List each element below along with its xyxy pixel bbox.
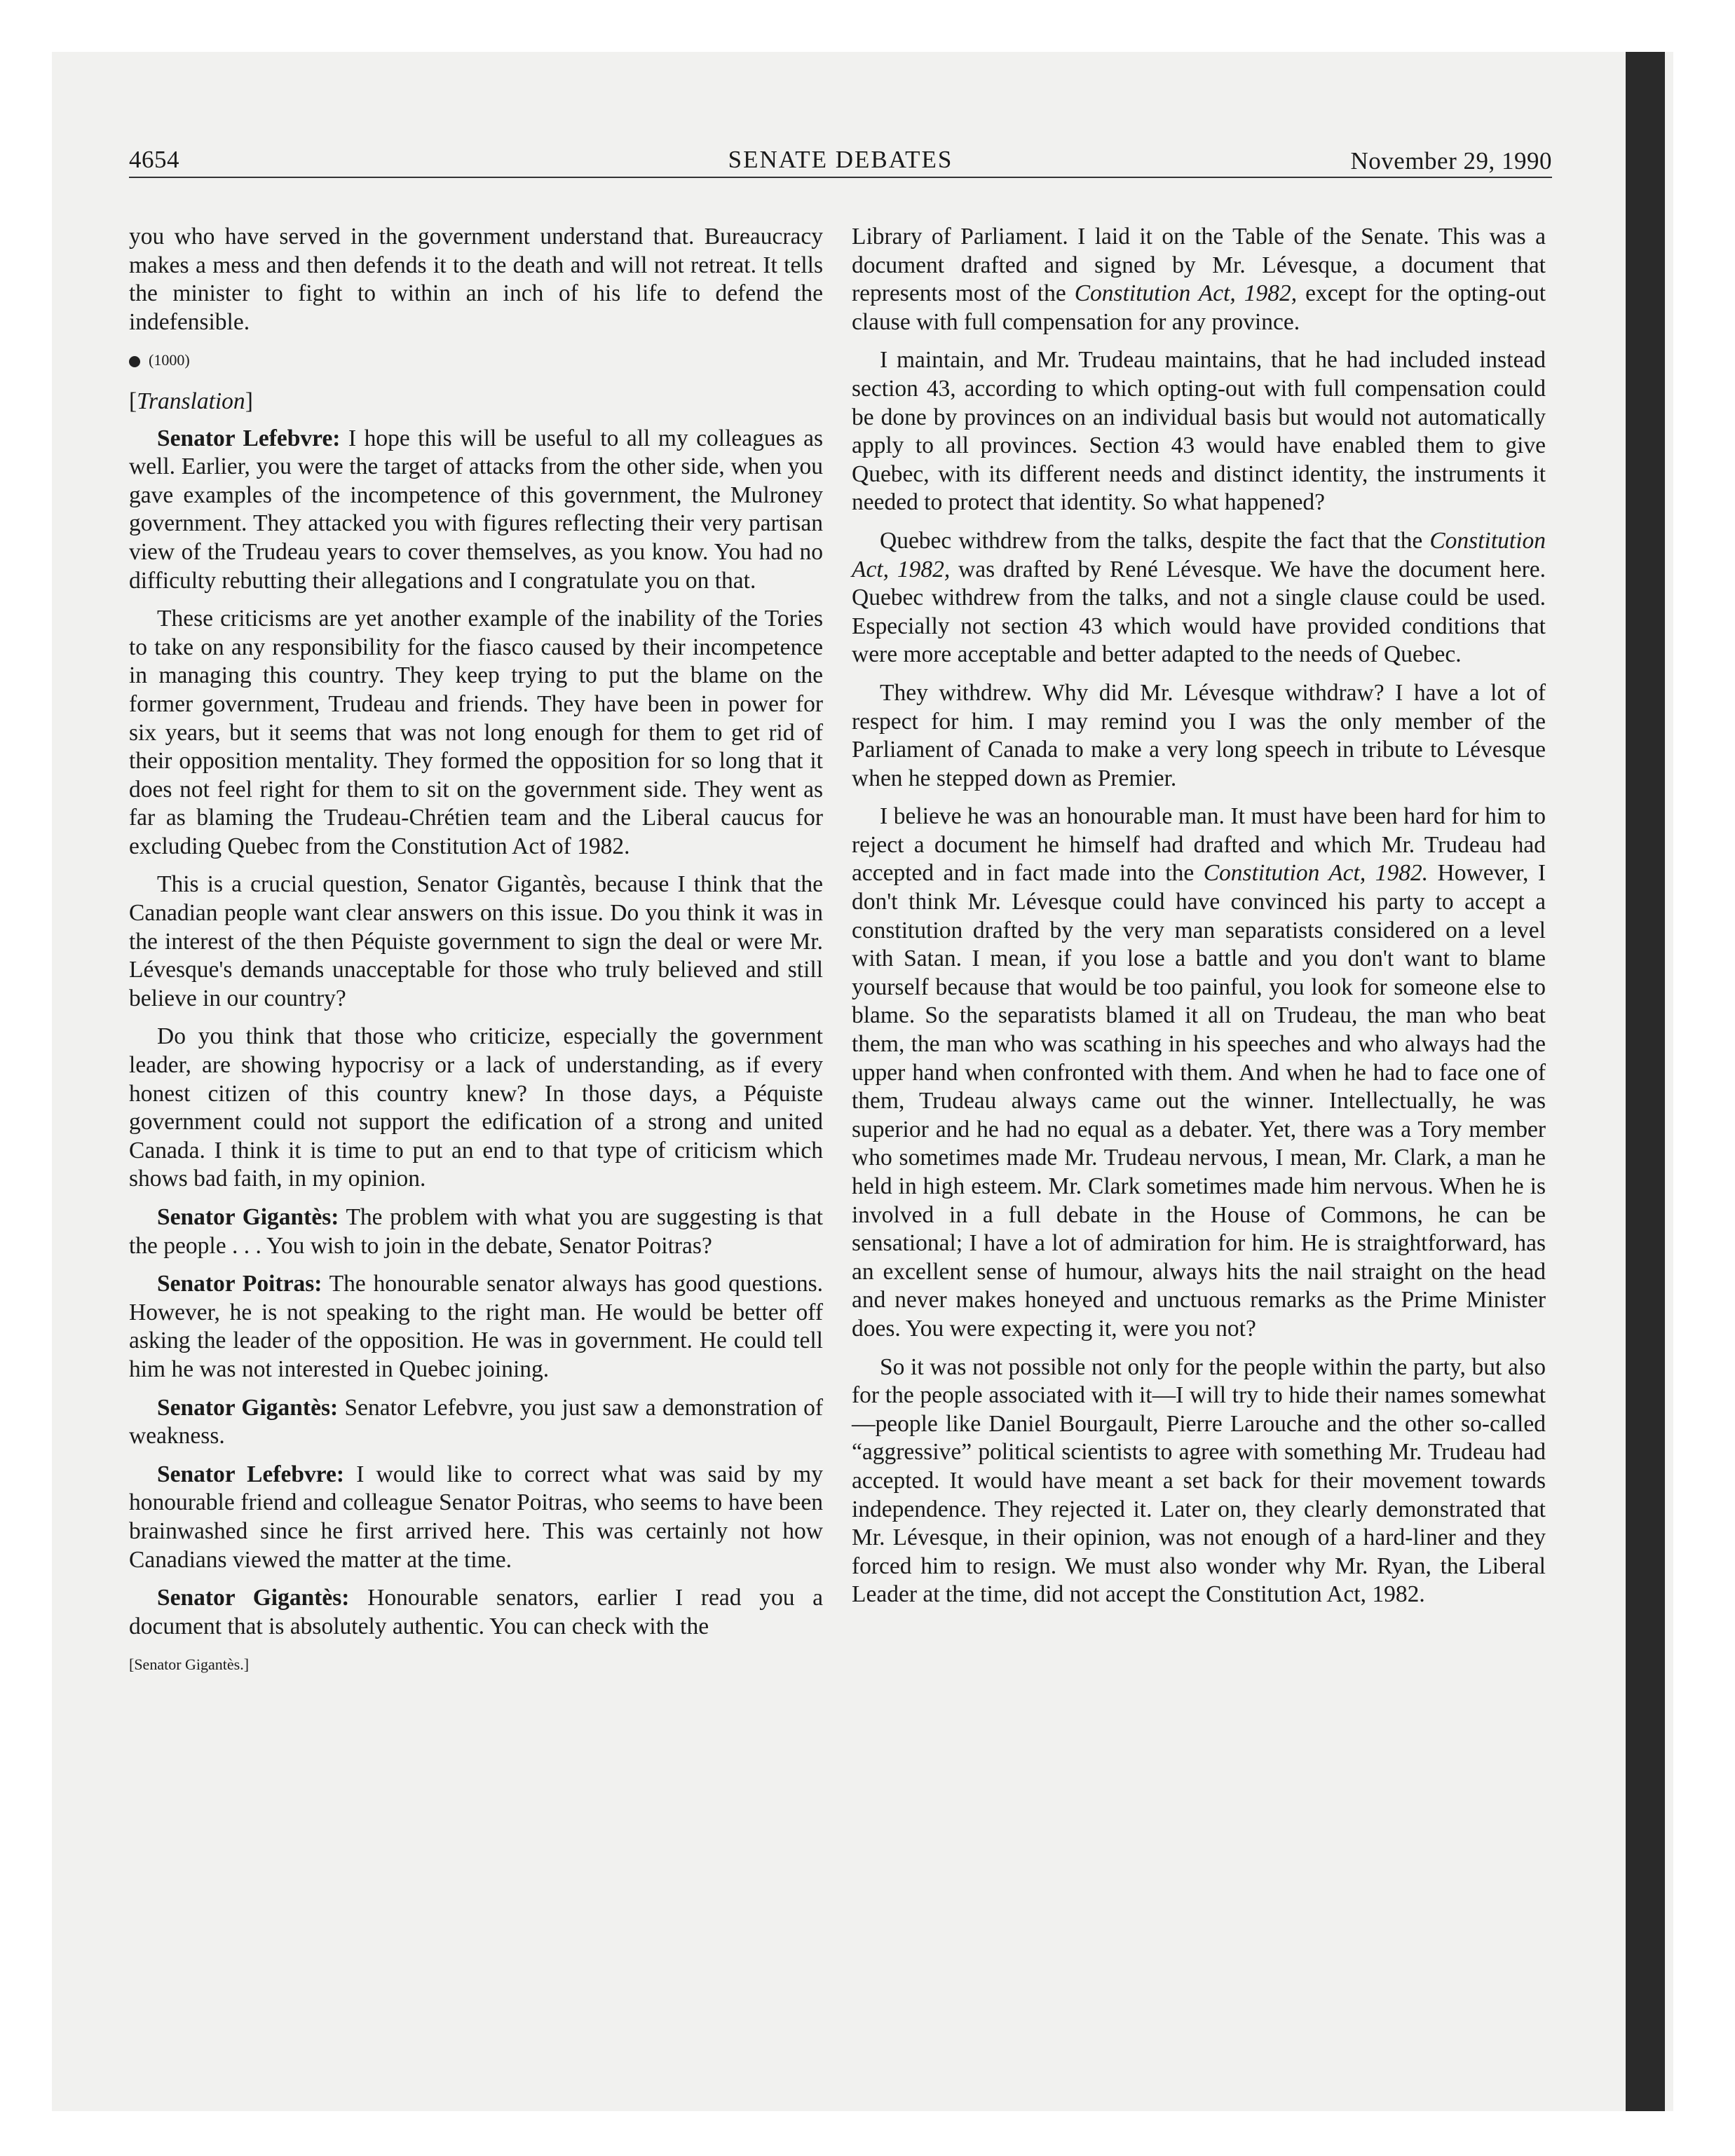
translation-label-text: Translation [137,388,245,414]
text-run: Library of Parliament. I laid it on the Table of the Senate. This was a document drafted and signed by Mr. Lévesque, a document that represents most of the [852,224,1546,307]
paragraph [129,425,823,596]
paragraph: you who have served in the government understand that. Bureaucracy makes a mess and then defends it to the death and will not retreat. It tells the minister to fight to within an inch of his life to defend the indefensible. [129,224,823,335]
time-marker-label: (1000) [149,351,190,369]
paragraph [852,527,1546,669]
speaker-name: Senator Lefebvre: [157,1461,345,1487]
text-run: However, I don't think Mr. Lévesque could have convinced his party to accept a constitution drafted by the very man separatists considered on a level with Satan. I mean, if you lose a battle and you don't want to blame yourself because that would be too painful, you look for someone else to blame. So the separatists blamed it all on Trudeau, the man who beat them, the man who was scathing in his speeches and who always had the upper hand when confronted with them. And when he had to face one of them, Trudeau always came out the winner. Intellectually, he was superior and he had no equal as a debater. Yet, there was a Tory member who sometimes made Mr. Trudeau nervous, I mean, Mr. Clark, a man he held in high esteem. Mr. Clark sometimes made him nervous. When he is involved in a full debate in the House of Commons, he can be sensational; I have a lot of admiration for him. He is straightforward, has an excellent sense of humour, always hits the nail straight on the head and never makes honeyed and unctuous remarks as the Prime Minister does. You were expecting it, were you not? [852,860,1546,1342]
paragraph: These criticisms are yet another example of the inability of the Tories to take on any responsibility for the fiasco caused by their incompetence in managing this country. They keep trying to put the blame on the former government, Trudeau and friends. They have been in power for six years, but it seems that was not long enough for them to get rid of their opposition mentality. They formed the opposition for so long that it does not feel right for them to sit on the government side. They went as far as blaming the Trudeau-Chrétien team and the Liberal caucus for excluding Quebec from the Constitution Act of 1982. [129,606,823,859]
speaker-name: Senator Gigantès: [157,1585,350,1611]
speech-text: I would like to correct what was said by my honourable friend and colleague Senator Poitras, who seems to have been brainwashed since he first arrived here. This was certainly not how Canadians viewed the matter at the time. [129,1461,823,1573]
publication-date: November 29, 1990 [1350,147,1552,175]
speech-text: Senator Lefebvre, you just saw a demonstration of weakness. [129,1394,824,1449]
speech-text: Honourable senators, earlier I read you a document that is absolutely authentic. You can check with the [129,1585,823,1639]
act-title: Constitution Act, 1982. [1203,860,1429,887]
page-number: 4654 [129,146,179,173]
paragraph: I maintain, and Mr. Trudeau maintains, that he had included instead section 43, according to which opting-out with full compensation could be done by provinces on an individual basis but would not automatically apply to all provinces. Section 43 would have enabled them to give Quebec, with its different needs and distinct identity, the instruments it needed to protect that identity. So what happened? [852,347,1546,516]
page-header [129,140,1552,178]
bullet-icon [129,356,140,367]
speaker-name: Senator Poitras: [157,1271,322,1297]
speech-text: The problem with what you are suggesting is that the people . . . You wish to join in the debate, Senator Poitras? [129,1204,823,1259]
paragraph [852,803,1546,1343]
text-run: was drafted by René Lévesque. We have the document here. Quebec withdrew from the talks, and not a single clause could be used. Especially not section 43 which would have provided conditions that were more acceptable and better adapted to the needs of Quebec. [852,556,1546,668]
speaker-name: Senator Lefebvre: [157,425,341,451]
paragraph: Do you think that those who criticize, especially the government leader, are showing hypocrisy or a lack of understanding, as if every honest citizen of this country knew? In those days, a Péquiste government could not support the edification of a strong and united Canada. I think it is time to put an end to that type of criticism which shows bad faith, in my opinion. [129,1023,823,1192]
text-run: I believe he was an honourable man. It must have been hard for him to reject a document he himself had drafted and which Mr. Trudeau had accepted and in fact made into the [852,803,1546,887]
paragraph [129,1270,823,1384]
scan-edge-bar [1626,52,1665,2111]
time-marker [129,346,823,375]
speaker-footnote: [Senator Gigantès.] [129,1656,250,1674]
left-column [129,223,823,1679]
act-title: Constitution Act, 1982, [1074,280,1298,307]
paragraph [129,1394,823,1451]
paragraph [852,223,1546,336]
publication-title: SENATE DEBATES [728,146,953,173]
right-column [852,223,1546,1619]
speaker-name: Senator Gigantès: [157,1204,339,1230]
paragraph: So it was not possible not only for the people within the party, but also for the people associated with it—I will try to hide their names somewhat—people like Daniel Bourgault, Pierre Larouche and the other so-called “aggressive” political scientists to agree with something Mr. Trudeau had accepted. It would have meant a set back for their movement towards independence. They rejected it. Later on, they clearly demonstrated that Mr. Lévesque, in their opinion, was not enough of a hard-liner and they forced him to resign. We must also wonder why Mr. Ryan, the Liberal Leader at the time, did not accept the Constitution Act, 1982. [852,1353,1546,1608]
text-run: except for the opting-out clause with full compensation for any province. [852,280,1546,335]
speech-text: The honourable senator always has good questions. However, he is not speaking to the right man. He would be better off asking the leader of the opposition. He was in government. He could tell him he was not interested in Quebec joining. [129,1271,823,1382]
translation-label: [Translation] [129,388,253,414]
text-run: Quebec withdrew from the talks, despite the fact that the [880,527,1430,554]
speech-text: I hope this will be useful to all my colleagues as well. Earlier, you were the target of attacks from the other side, when you gave examples of the incompetence of this government, the Mulroney government. They attacked you with figures reflecting their very partisan view of the Trudeau years to cover themselves, as you know. You had no difficulty rebutting their allegations and I congratulate you on that. [129,425,823,594]
paragraph [129,1203,823,1260]
paragraph: This is a crucial question, Senator Gigantès, because I think that the Canadian people want clear answers on this issue. Do you think it was in the interest of the then Péquiste government to sign the deal or were Mr. Lévesque's demands unacceptable for those who truly believed and still believe in our country? [129,871,823,1011]
paragraph [129,1461,823,1574]
paragraph [129,1584,823,1641]
act-title: Constitution Act, 1982, [852,527,1546,582]
speaker-name: Senator Gigantès: [157,1394,339,1421]
paragraph: They withdrew. Why did Mr. Lévesque withdraw? I have a lot of respect for him. I may remind you I was the only member of the Parliament of Canada to make a very long speech in tribute to Lévesque when he stepped down as Premier. [852,679,1546,791]
